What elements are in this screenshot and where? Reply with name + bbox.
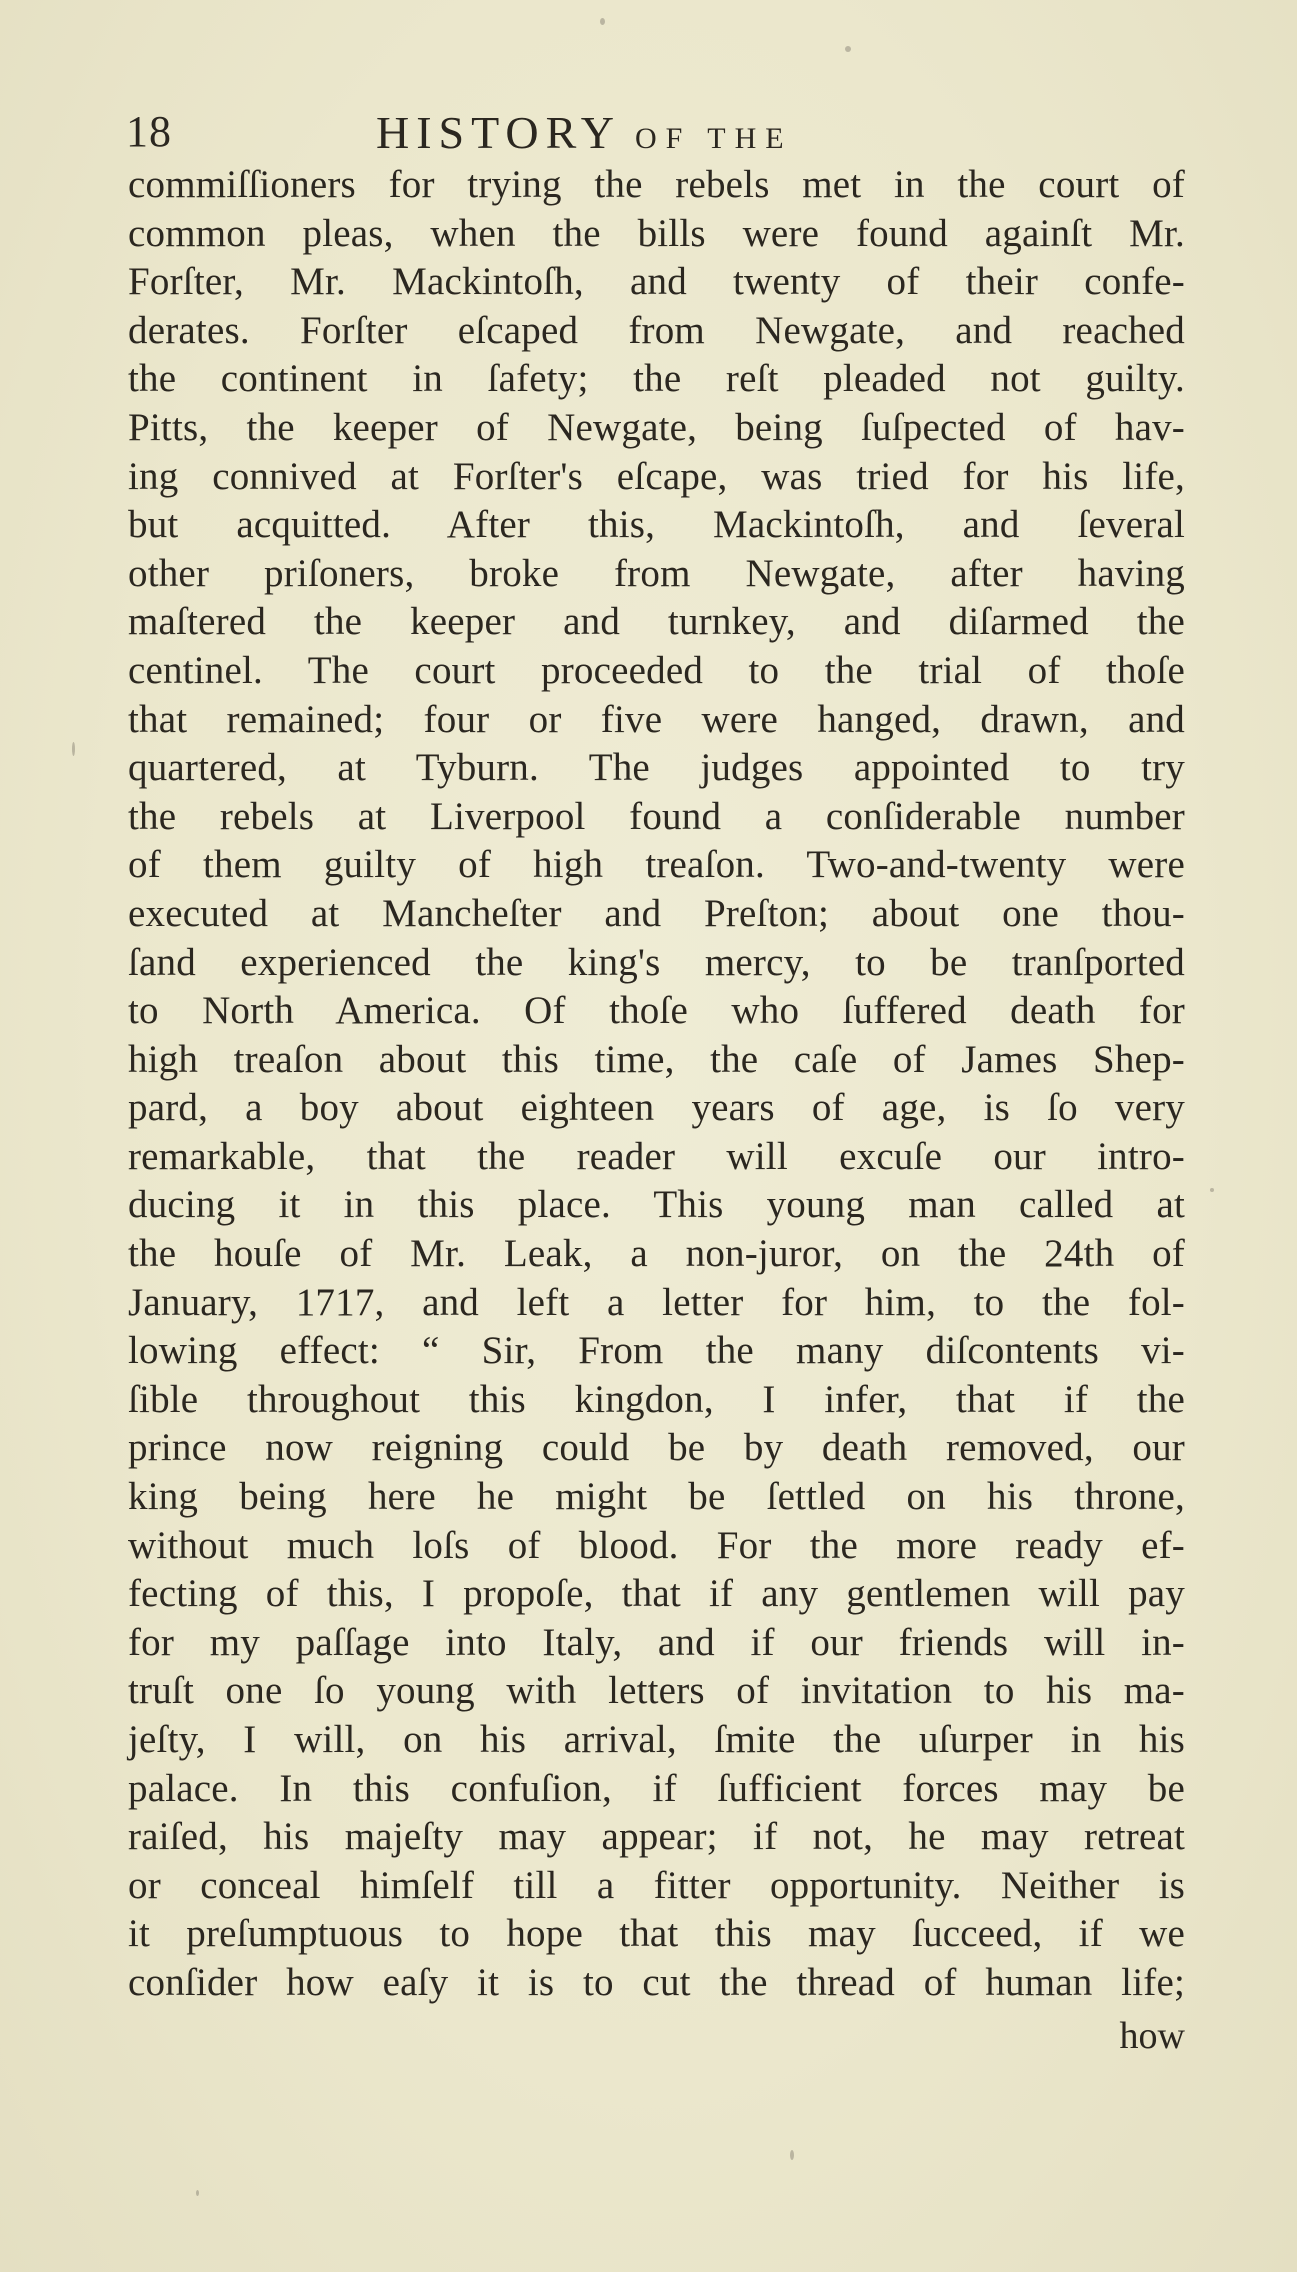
text-line: high treaſon about this time, the caſe of James Shep- <box>128 1037 1185 1081</box>
paper-speck <box>790 2150 794 2160</box>
text-line: the houſe of Mr. Leak, a non-juror, on the 24th of <box>128 1232 1185 1276</box>
running-title-small: OF THE <box>634 122 793 155</box>
text-line: maſtered the keeper and turnkey, and diſarmed the <box>128 600 1185 644</box>
text-line: or conceal himſelf till a fitter opportunity. Neither is <box>128 1863 1185 1907</box>
text-line: truſt one ſo young with letters of invitation to his ma- <box>128 1669 1185 1713</box>
text-line: it preſumptuous to hope that this may ſucceed, if we <box>128 1912 1185 1956</box>
text-line: fecting of this, I propoſe, that if any gentlemen will pay <box>128 1572 1185 1616</box>
text-line: derates. Forſter eſcaped from Newgate, and reached <box>128 308 1185 352</box>
running-title-main: HISTORY <box>376 107 621 158</box>
text-line: pard, a boy about eighteen years of age, is ſo very <box>128 1086 1185 1130</box>
catchword-row <box>128 2008 1185 2068</box>
text-line: raiſed, his majeſty may appear; if not, he may retreat <box>128 1815 1185 1859</box>
text-line: that remained; four or five were hanged, drawn, and <box>128 697 1185 741</box>
text-line: the rebels at Liverpool found a conſiderable number <box>128 794 1185 838</box>
paper-speck <box>196 2190 199 2196</box>
text-line: quartered, at Tyburn. The judges appointed to try <box>128 746 1185 790</box>
text-line: of them guilty of high treaſon. Two-and-twenty were <box>128 843 1185 887</box>
text-line: the continent in ſafety; the reſt pleaded not guilty. <box>128 357 1185 401</box>
page-number: 18 <box>126 107 172 156</box>
text-line: but acquitted. After this, Mackintoſh, and ſeveral <box>128 503 1185 547</box>
text-line: Pitts, the keeper of Newgate, being ſuſpected of hav- <box>128 405 1185 449</box>
text-line: executed at Mancheſter and Preſton; about one thou- <box>128 891 1185 935</box>
text-line: ſand experienced the king's mercy, to be tranſported <box>128 940 1185 984</box>
text-line: king being here he might be ſettled on his throne, <box>128 1475 1185 1519</box>
text-line: to North America. Of thoſe who ſuffered death for <box>128 989 1185 1033</box>
text-line: ſible throughout this kingdon, I infer, that if the <box>128 1377 1185 1421</box>
paper-speck <box>845 46 851 52</box>
text-line: prince now reigning could be by death removed, our <box>128 1426 1185 1470</box>
page-header <box>126 106 1186 166</box>
text-line: remarkable, that the reader will excuſe our intro- <box>128 1134 1185 1178</box>
text-line: without much loſs of blood. For the more ready ef- <box>128 1523 1185 1567</box>
text-line: jeſty, I will, on his arrival, ſmite the uſurper in his <box>128 1718 1185 1761</box>
text-line: January, 1717, and left a letter for him, to the fol- <box>128 1280 1185 1324</box>
running-title <box>376 106 793 159</box>
text-line: other priſoners, broke from Newgate, after having <box>128 551 1185 595</box>
catchword: how <box>1119 2014 1185 2057</box>
text-line: for my paſſage into Italy, and if our friends will in- <box>128 1620 1185 1664</box>
text-line: conſider how eaſy it is to cut the thread of human life; <box>128 1960 1185 2004</box>
text-line: ing connived at Forſter's eſcape, was tried for his life, <box>128 454 1185 498</box>
text-line: ducing it in this place. This young man called at <box>128 1183 1185 1227</box>
paper-speck <box>1210 1188 1214 1192</box>
text-line: lowing effect: “ Sir, From the many diſcontents vi- <box>128 1329 1185 1373</box>
paper-speck <box>600 18 605 25</box>
text-line: common pleas, when the bills were found againſt Mr. <box>128 211 1185 255</box>
text-line: centinel. The court proceeded to the trial of thoſe <box>128 648 1185 692</box>
text-line: palace. In this confuſion, if ſufficient forces may be <box>128 1766 1185 1810</box>
body-text <box>128 161 1185 2068</box>
text-line: commiſſioners for trying the rebels met in the court of <box>128 163 1185 206</box>
text-line: Forſter, Mr. Mackintoſh, and twenty of their confe- <box>128 260 1185 304</box>
paper-speck <box>72 742 75 756</box>
